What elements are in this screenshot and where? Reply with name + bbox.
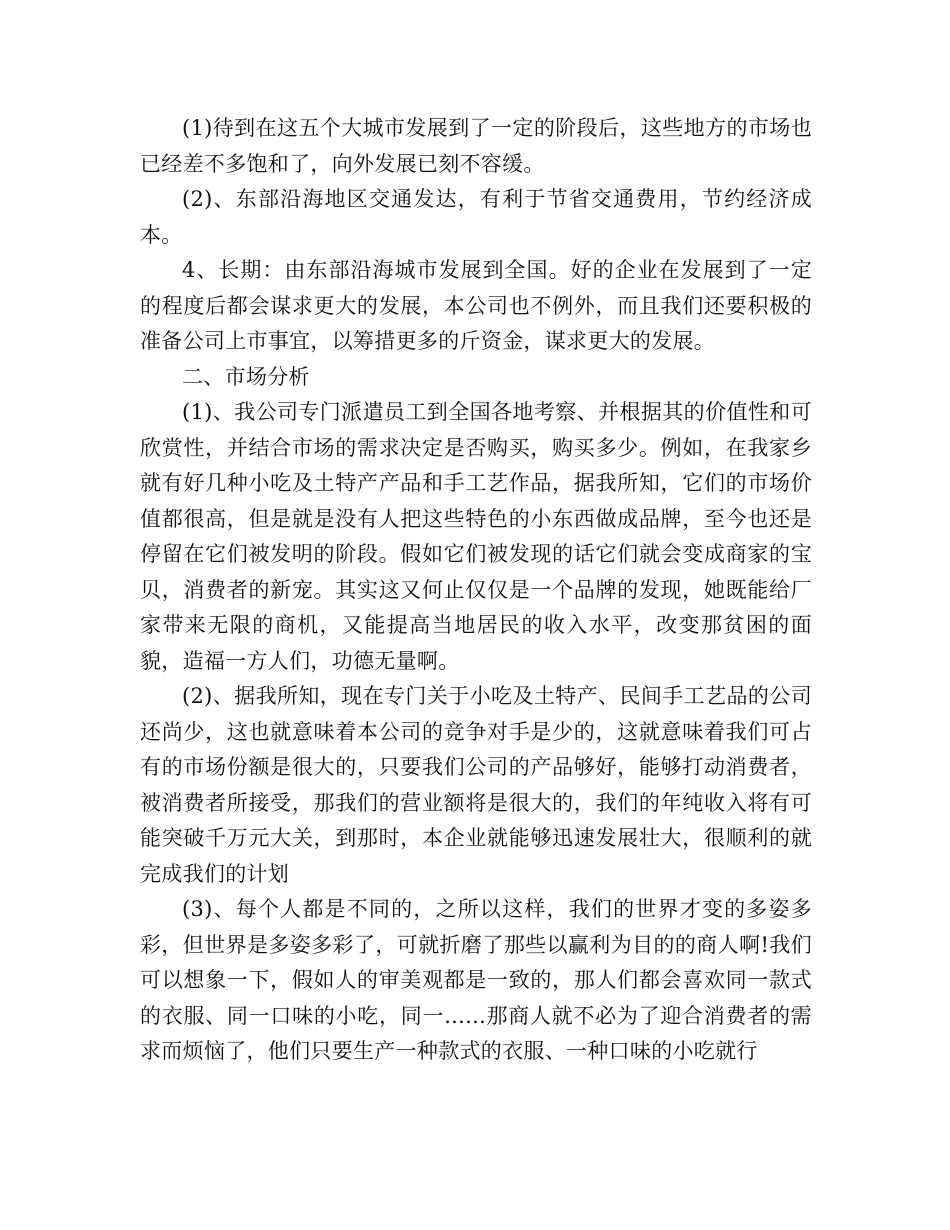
paragraph-phase-saturation: (1)待到在这五个大城市发展到了一定的阶段后，这些地方的市场也已经差不多饱和了，向外发展已刻不容缓。 <box>140 116 812 176</box>
document-body <box>140 111 812 1070</box>
paragraph-long-term-plan: 4、长期：由东部沿海城市发展到全国。好的企业在发展到了一定的程度后都会谋求更大的发展，本公司也不例外，而且我们还要积极的准备公司上市事宜，以筹措更多的斤资金，谋求更大的发展。 <box>140 258 812 353</box>
paragraph-coastal-transport: (2)、东部沿海地区交通发达，有利于节省交通费用，节约经济成本。 <box>140 187 812 247</box>
paragraph-market-analysis-2: (2)、据我所知，现在专门关于小吃及土特产、民间手工艺品的公司还尚少，这也就意味着本公司的竞争对手是少的，这就意味着我们可占有的市场份额是很大的，只要我们公司的产品够好，能够打动消费者，被消费者所接受，那我们的营业额将是很大的，我们的年纯收入将有可能突破千万元大关，到那时，本企业就能够迅速发展壮大，很顺利的就完成我们的计划 <box>140 684 812 886</box>
paragraph-market-analysis-3: (3)、每个人都是不同的，之所以这样，我们的世界才变的多姿多彩，但世界是多姿多彩了，可就折磨了那些以赢利为目的的商人啊!我们可以想象一下，假如人的审美观都是一致的，那人们都会喜欢同一款式的衣服、同一口味的小吃，同一......那商人就不必为了迎合消费者的需求而烦恼了，他们只要生产一种款式的衣服、一种口味的小吃就行 <box>140 897 812 1063</box>
section-heading-market-analysis: 二、市场分析 <box>182 364 310 389</box>
paragraph-market-analysis-1: (1)、我公司专门派遣员工到全国各地考察、并根据其的价值性和可欣赏性，并结合市场的需求决定是否购买，购买多少。例如，在我家乡就有好几种小吃及土特产产品和手工艺作品，据我所知，它们的市场价值都很高，但是就是没有人把这些特色的小东西做成品牌，至今也还是停留在它们被发明的阶段。假如它们被发现的话它们就会变成商家的宝贝，消费者的新宠。其实这又何止仅仅是一个品牌的发现，她既能给厂家带来无限的商机，又能提高当地居民的收入水平，改变那贫困的面貌，造福一方人们，功德无量啊。 <box>140 400 812 673</box>
